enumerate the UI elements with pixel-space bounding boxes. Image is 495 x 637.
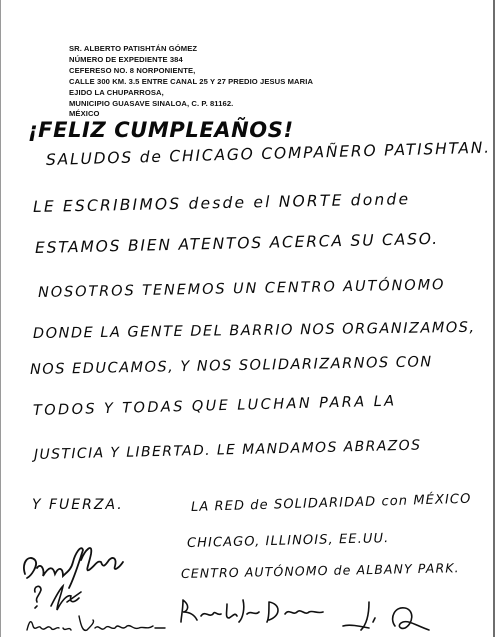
letter-line: LE ESCRIBIMOS desde el NORTE donde bbox=[32, 190, 411, 216]
letter-line: Y FUERZA. bbox=[32, 497, 124, 513]
sender-line: CENTRO AUTÓNOMO de ALBANY PARK. bbox=[180, 560, 460, 581]
signature-left-middle bbox=[31, 582, 91, 614]
address-line: MUNICIPIO GUASAVE SINALOA, C. P. 81162. bbox=[69, 98, 234, 108]
greeting: ¡FELIZ CUMPLEAÑOS! bbox=[28, 118, 294, 142]
sender-line: CHICAGO, ILLINOIS, EE.UU. bbox=[186, 531, 390, 551]
address-line: NÚMERO DE EXPEDIENTE 384 bbox=[69, 54, 183, 64]
signature-right bbox=[339, 596, 434, 636]
address-line: MÉXICO bbox=[69, 109, 100, 119]
letter-line: DONDE LA GENTE DEL BARRIO NOS ORGANIZAMOS, bbox=[32, 319, 476, 342]
address-line: SR. ALBERTO PATISHTÁN GÓMEZ bbox=[69, 44, 198, 53]
sender-line: LA RED de SOLIDARIDAD con MÉXICO bbox=[190, 491, 472, 515]
address-line: EJIDO LA CHUPARROSA, bbox=[69, 87, 164, 97]
address-line: CALLE 300 KM. 3.5 ENTRE CANAL 25 Y 27 PREDIO JESUS MARIA bbox=[69, 76, 314, 86]
signature-center bbox=[177, 594, 337, 628]
letter-line: NOSOTROS TENEMOS UN CENTRO AUTÓNOMO bbox=[37, 277, 446, 301]
address-line: CEFERESO NO. 8 NORPONIENTE, bbox=[69, 65, 196, 75]
recipient-address-block bbox=[69, 44, 313, 120]
letter-line: NOS EDUCAMOS, Y NOS SOLIDARIZARNOS CON bbox=[29, 354, 433, 378]
letter-line: SALUDOS de CHICAGO COMPAÑERO PATISHTAN. bbox=[45, 138, 492, 169]
letter-line: JUSTICIA Y LIBERTAD. LE MANDAMOS ABRAZOS bbox=[33, 437, 422, 463]
letter-line: ESTAMOS BIEN ATENTOS ACERCA SU CASO. bbox=[34, 229, 440, 257]
letter-line: TODOS Y TODAS QUE LUCHAN PARA LA bbox=[32, 393, 397, 419]
signature-isabel-valenzuela bbox=[23, 612, 173, 637]
